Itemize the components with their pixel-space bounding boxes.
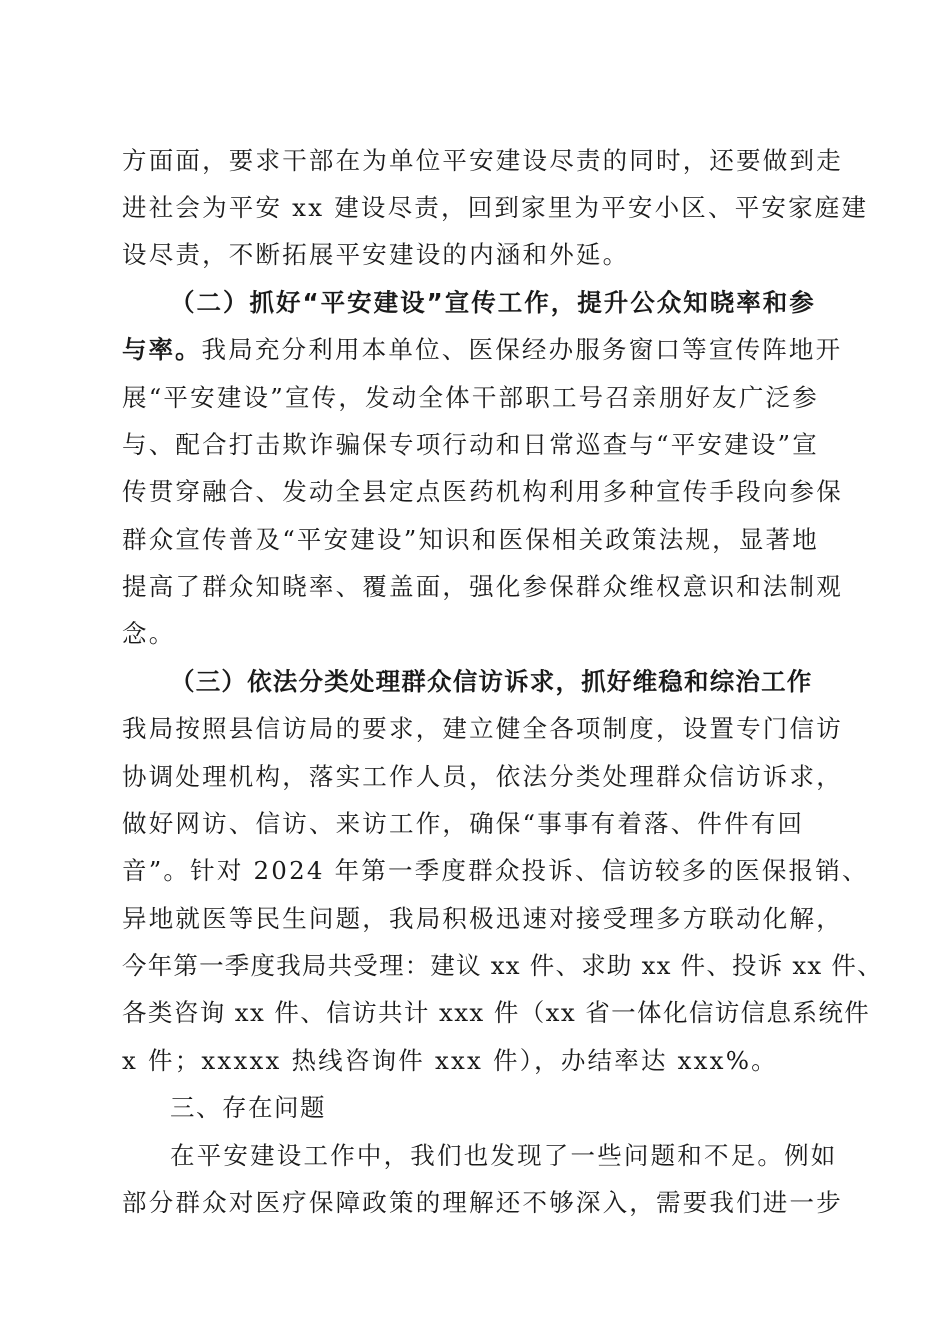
- paragraph-3-line-7: 各类咨询 xx 件、信访共计 xxx 件（xx 省一体化信访信息系统件: [122, 998, 871, 1027]
- paragraph-1-line-1: 方面面，要求干部在为单位平安建设尽责的同时，还要做到走: [122, 146, 843, 175]
- paragraph-2-heading: （二）抓好“平安建设”宣传工作，提升公众知晓率和参: [170, 288, 816, 317]
- paragraph-1-line-2: 进社会为平安 xx 建设尽责，回到家里为平安小区、平安家庭建: [122, 193, 869, 222]
- paragraph-3-line-6: 今年第一季度我局共受理：建议 xx 件、求助 xx 件、投诉 xx 件、: [122, 951, 883, 980]
- section-3-heading: 三、存在问题: [170, 1093, 326, 1122]
- paragraph-2-line-2: 展“平安建设”宣传，发动全体干部职工号召亲朋好友广泛参: [122, 383, 819, 412]
- paragraph-2-line-5: 群众宣传普及“平安建设”知识和医保相关政策法规，显著地: [122, 525, 819, 554]
- paragraph-2-line-7: 念。: [122, 619, 176, 648]
- paragraph-3-line-4: 音”。针对 2024 年第一季度群众投诉、信访较多的医保报销、: [122, 856, 869, 885]
- paragraph-2-line-1-text: 我局充分利用本单位、医保经办服务窗口等宣传阵地开: [201, 335, 843, 364]
- section-3-line-2: 部分群众对医疗保障政策的理解还不够深入，需要我们进一步: [122, 1188, 843, 1217]
- paragraph-2-line-3: 与、配合打击欺诈骗保专项行动和日常巡查与“平安建设”宣: [122, 430, 819, 459]
- paragraph-3-line-8: x 件；xxxxx 热线咨询件 xxx 件），办结率达 xxx%。: [122, 1046, 778, 1075]
- paragraph-2-line-4: 传贯穿融合、发动全县定点医药机构利用多种宣传手段向参保: [122, 477, 843, 506]
- paragraph-3-line-1: 我局按照县信访局的要求，建立健全各项制度，设置专门信访: [122, 714, 843, 743]
- paragraph-3-line-2: 协调处理机构，落实工作人员，依法分类处理群众信访诉求，: [122, 762, 843, 791]
- section-3-line-1: 在平安建设工作中，我们也发现了一些问题和不足。例如: [170, 1141, 838, 1170]
- paragraph-3-line-3: 做好网访、信访、来访工作，确保“事事有着落、件件有回: [122, 809, 805, 838]
- paragraph-2-line-1: [122, 335, 842, 365]
- paragraph-3-line-5: 异地就医等民生问题，我局积极迅速对接受理多方联动化解，: [122, 904, 843, 933]
- paragraph-3-heading: （三）依法分类处理群众信访诉求，抓好维稳和综治工作: [170, 667, 813, 696]
- paragraph-2-line-6: 提高了群众知晓率、覆盖面，强化参保群众维权意识和法制观: [122, 572, 843, 601]
- paragraph-2-heading-end: 与率。: [122, 335, 202, 364]
- paragraph-1-line-3: 设尽责，不断拓展平安建设的内涵和外延。: [122, 240, 630, 269]
